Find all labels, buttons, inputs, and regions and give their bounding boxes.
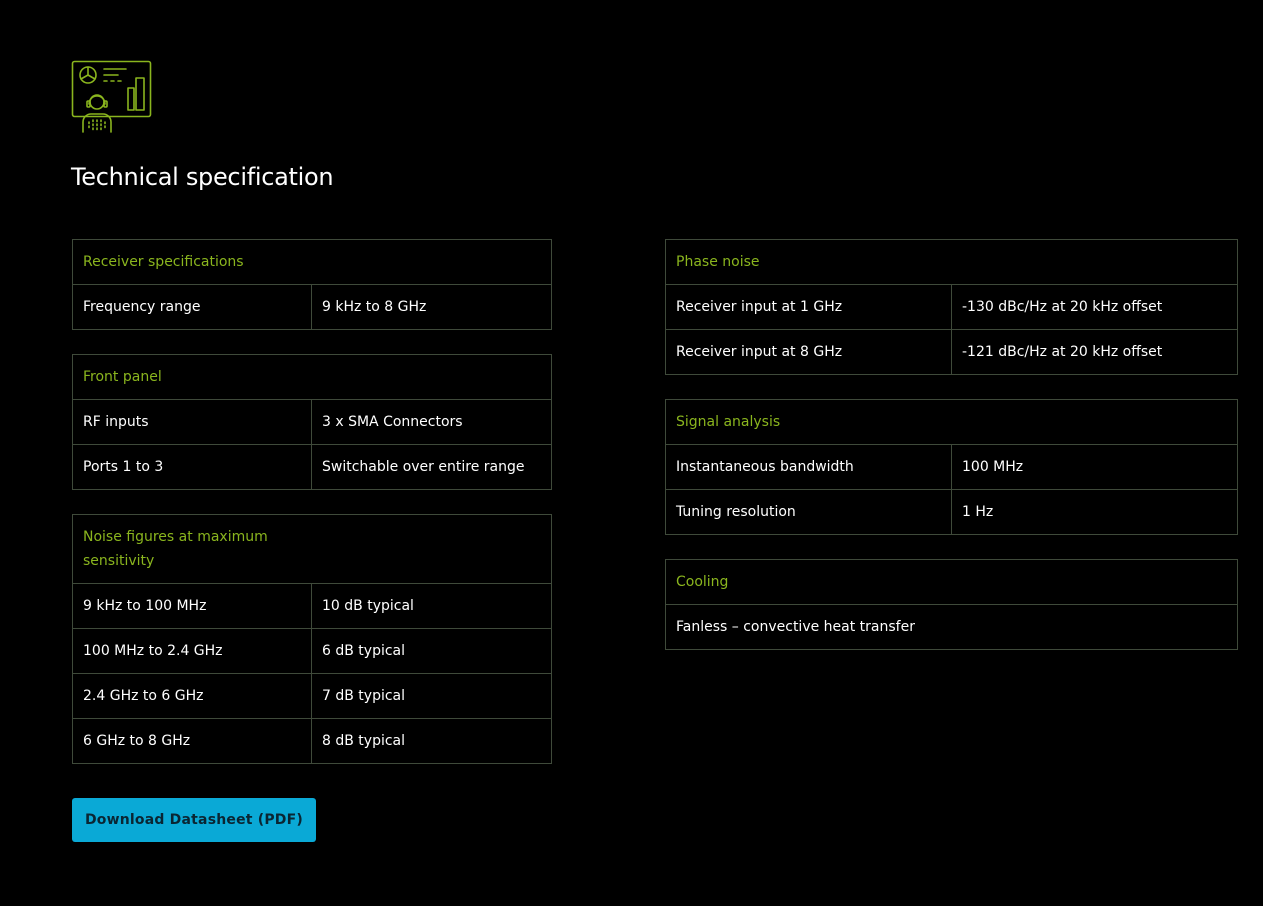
spec-table-signal-analysis [665, 399, 1238, 535]
spec-table-front-panel [72, 354, 552, 490]
spec-label: 6 GHz to 8 GHz [73, 719, 312, 764]
spec-table-heading: Front panel [73, 355, 552, 400]
spec-value: 9 kHz to 8 GHz [312, 285, 552, 330]
spec-label: RF inputs [73, 400, 312, 445]
spec-label: 100 MHz to 2.4 GHz [73, 629, 312, 674]
spec-table-heading: Noise figures at maximum sensitivity [83, 529, 268, 569]
spec-label: Receiver input at 8 GHz [666, 330, 952, 375]
spec-value: -130 dBc/Hz at 20 kHz offset [952, 285, 1238, 330]
spec-label: 9 kHz to 100 MHz [73, 584, 312, 629]
spec-table-noise-figures [72, 514, 552, 764]
spec-value: 1 Hz [952, 490, 1238, 535]
download-datasheet-button[interactable]: Download Datasheet (PDF) [72, 798, 316, 842]
table-row [666, 330, 1238, 375]
spec-table-phase-noise [665, 239, 1238, 375]
spec-table-heading-cell [73, 515, 552, 584]
spec-table-receiver [72, 239, 552, 330]
spec-value: 7 dB typical [312, 674, 552, 719]
operator-dashboard-icon [71, 60, 153, 134]
table-row [73, 400, 552, 445]
table-row [73, 584, 552, 629]
table-row [73, 674, 552, 719]
spec-column-left [72, 239, 552, 788]
spec-table-heading: Cooling [666, 560, 1238, 605]
spec-column-right [665, 239, 1238, 674]
page-title: Technical specification [71, 163, 334, 191]
spec-value: -121 dBc/Hz at 20 kHz offset [952, 330, 1238, 375]
spec-value: 100 MHz [952, 445, 1238, 490]
spec-table-cooling [665, 559, 1238, 650]
spec-label: Instantaneous bandwidth [666, 445, 952, 490]
spec-label: Tuning resolution [666, 490, 952, 535]
spec-label: Fanless – convective heat transfer [666, 605, 1238, 650]
spec-value: 10 dB typical [312, 584, 552, 629]
table-row [73, 629, 552, 674]
table-row [666, 490, 1238, 535]
table-row [666, 285, 1238, 330]
spec-label: Frequency range [73, 285, 312, 330]
spec-table-heading: Phase noise [666, 240, 1238, 285]
table-row [73, 719, 552, 764]
spec-table-heading: Receiver specifications [73, 240, 552, 285]
table-row [666, 605, 1238, 650]
spec-value: 3 x SMA Connectors [312, 400, 552, 445]
table-row [73, 285, 552, 330]
spec-label: Ports 1 to 3 [73, 445, 312, 490]
spec-value: Switchable over entire range [312, 445, 552, 490]
spec-value: 6 dB typical [312, 629, 552, 674]
spec-table-heading: Signal analysis [666, 400, 1238, 445]
spec-value: 8 dB typical [312, 719, 552, 764]
spec-label: 2.4 GHz to 6 GHz [73, 674, 312, 719]
table-row [73, 445, 552, 490]
table-row [666, 445, 1238, 490]
spec-label: Receiver input at 1 GHz [666, 285, 952, 330]
